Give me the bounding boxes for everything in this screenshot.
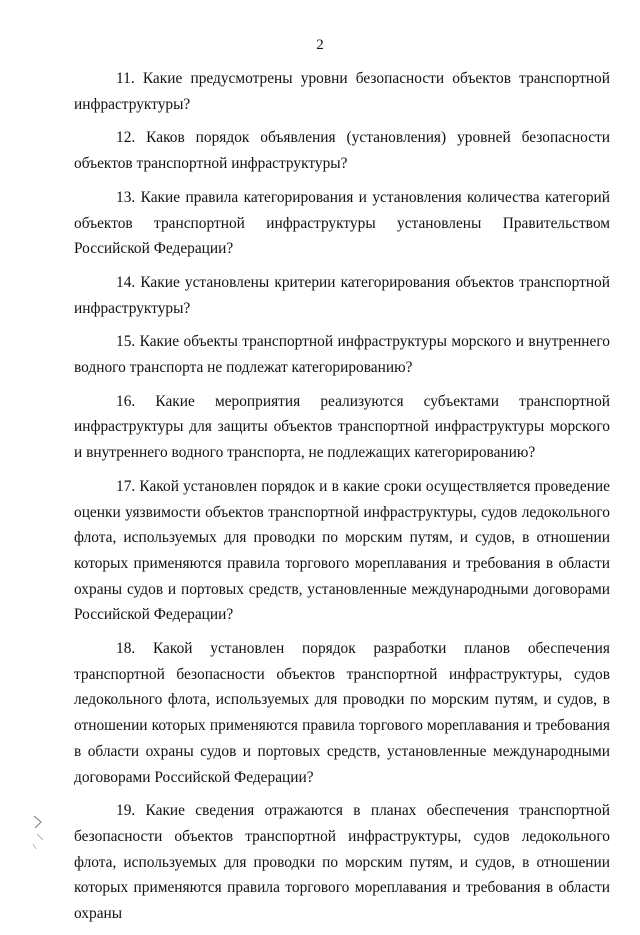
- question-list: [74, 66, 610, 935]
- question-13: 13. Какие правила категорирования и установления количества категорий объектов транспортной инфраструктуры установлены Правительством Российской Федерации?: [74, 188, 610, 258]
- scan-artifact-mark: [31, 812, 47, 852]
- question-12: 12. Каков порядок объявления (установления) уровней безопасности объектов транспортной инфраструктуры?: [74, 129, 610, 173]
- question-16: 16. Какие мероприятия реализуются субъектами транспортной инфраструктуры для защиты объектов транспортной инфраструктуры морского и внутреннего водного транспорта, не подлежащих категорированию?: [74, 392, 610, 462]
- question-11: 11. Какие предусмотрены уровни безопасности объектов транспортной инфраструктуры?: [74, 70, 610, 113]
- question-19: 19. Какие сведения отражаются в планах обеспечения транспортной безопасности объектов транспортной инфраструктуры, судов ледокольного флота, используемых для проводки по морским путям, и судов, в отношении которых применяются правила торгового мореплавания и требования в области охраны: [74, 802, 610, 923]
- question-14: 14. Какие установлены критерии категорирования объектов транспортной инфраструктуры?: [74, 273, 610, 317]
- question-15: 15. Какие объекты транспортной инфраструктуры морского и внутреннего водного транспорта не подлежат категорированию?: [74, 333, 610, 377]
- question-17: 17. Какой установлен порядок и в какие сроки осуществляется проведение оценки уязвимости объектов транспортной инфраструктуры, судов ледокольного флота, используемых для проводки по морским путям, и судов, в отношении которых применяются правила торгового мореплавания и требования в области охраны судов и портовых средств, установленные международными договорами Российской Федерации?: [74, 477, 610, 624]
- page-number: 2: [316, 37, 324, 53]
- question-18: 18. Какой установлен порядок разработки планов обеспечения транспортной безопасности объектов транспортной инфраструктуры, судов ледокольного флота, используемых для проводки по морским путям, и судов, в отношении которых применяются правила торгового мореплавания и требования в области охраны судов и портовых средств, установленные международными договорами Российской Федерации?: [74, 640, 610, 786]
